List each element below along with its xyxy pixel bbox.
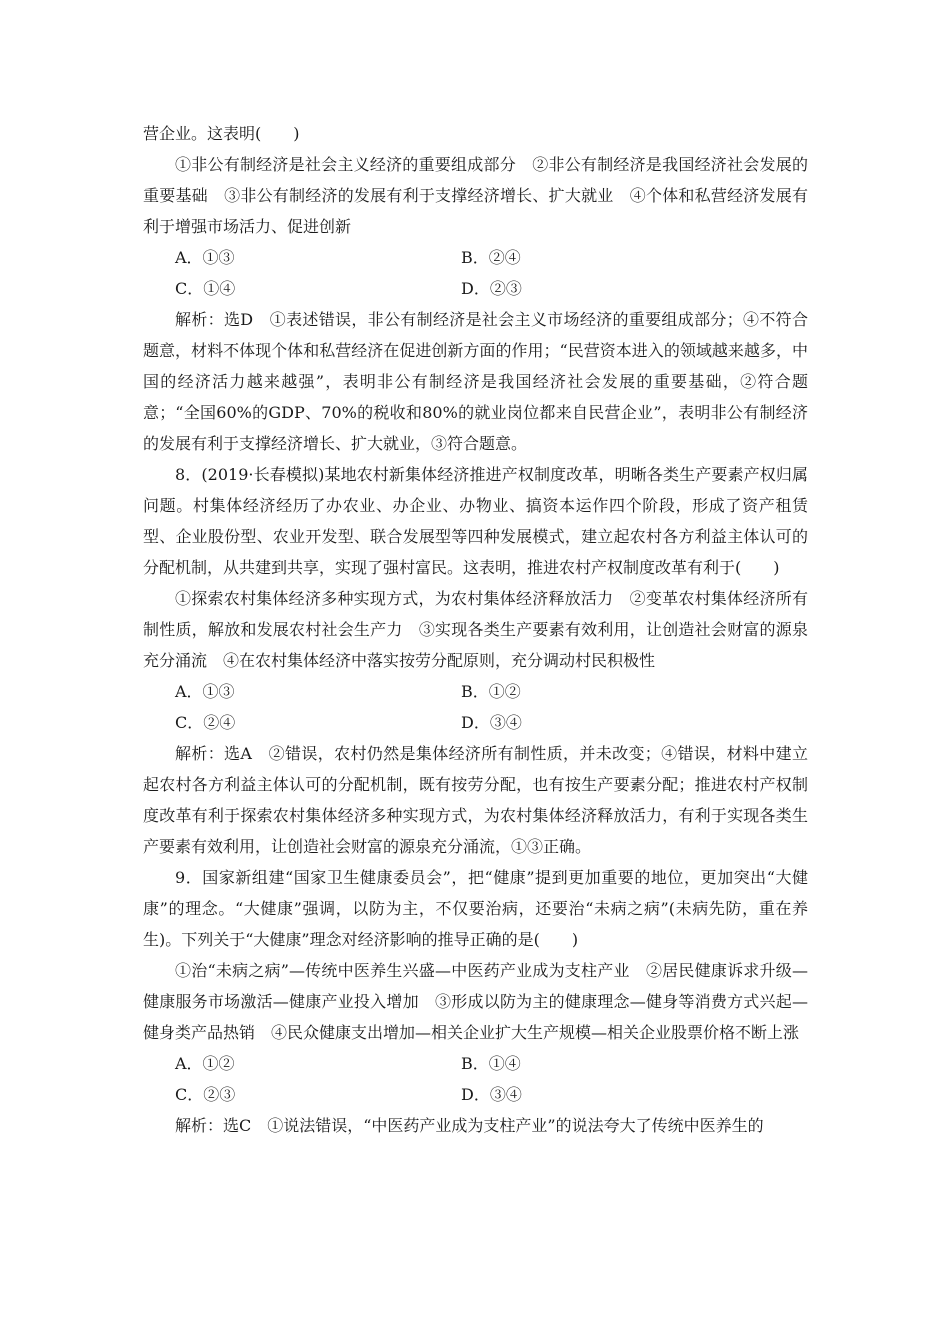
q7-option-d: D．②③ (461, 279, 522, 298)
q7-option-c: C．①④ (175, 279, 236, 298)
q9-option-d: D．③④ (461, 1085, 522, 1104)
q9-option-a: A．①② (175, 1054, 235, 1073)
q9-options-row-1 (143, 1048, 808, 1079)
q8-option-a: A．①③ (175, 682, 235, 701)
q8-option-d: D．③④ (461, 713, 522, 732)
q7-option-b: B．②④ (461, 248, 521, 267)
q7-statements: ①非公有制经济是社会主义经济的重要组成部分 ②非公有制经济是我国经济社会发展的重要基础 ③非公有制经济的发展有利于支撑经济增长、扩大就业 ④个体和私营经济发展有利于增强市场活力、促进创新 (143, 155, 808, 236)
q9-stem: 9．国家新组建“国家卫生健康委员会”，把“健康”提到更加重要的地位，更加突出“大健康”的理念。“大健康”强调，以防为主，不仅要治病，还要治“未病之病”(未病先防，重在养生)。下列关于“大健康”理念对经济影响的推导正确的是( ) (143, 868, 808, 949)
q7-analysis: 解析：选D ①表述错误，非公有制经济是社会主义市场经济的重要组成部分；④不符合题意，材料不体现个体和私营经济在促进创新方面的作用；“民营资本进入的领域越来越多，中国的经济活力越来越强”，表明非公有制经济是我国经济社会发展的重要基础，②符合题意；“全国60%的GDP、70%的税收和80%的就业岗位都来自民营企业”，表明非公有制经济的发展有利于支撑经济增长、扩大就业，③符合题意。 (143, 310, 808, 453)
q9-option-b: B．①④ (461, 1054, 521, 1073)
q7-options-row-1 (143, 242, 808, 273)
q9-statements: ①治“未病之病”—传统中医养生兴盛—中医药产业成为支柱产业 ②居民健康诉求升级—健康服务市场激活—健康产业投入增加 ③形成以防为主的健康理念—健身等消费方式兴起—健身类产品热销 ④民众健康支出增加—相关企业扩大生产规模—相关企业股票价格不断上涨 (143, 961, 808, 1042)
q9-options-row-2 (143, 1079, 808, 1110)
q8-options-row-2 (143, 707, 808, 738)
q8-options-row-1 (143, 676, 808, 707)
q7-option-a: A．①③ (175, 248, 235, 267)
q8-stem: 8．(2019·长春模拟)某地农村新集体经济推进产权制度改革，明晰各类生产要素产权归属问题。村集体经济经历了办农业、办企业、办物业、搞资本运作四个阶段，形成了资产租赁型、企业股份型、农业开发型、联合发展型等四种发展模式，建立起农村各方利益主体认可的分配机制，从共建到共享，实现了强村富民。这表明，推进农村产权制度改革有利于( ) (143, 465, 808, 577)
q8-analysis: 解析：选A ②错误，农村仍然是集体经济所有制性质，并未改变；④错误，材料中建立起农村各方利益主体认可的分配机制，既有按劳分配，也有按生产要素分配；推进农村产权制度改革有利于探索农村集体经济多种实现方式，为农村集体经济释放活力，有利于实现各类生产要素有效利用，让创造社会财富的源泉充分涌流，①③正确。 (143, 744, 808, 856)
q7-stem-tail: 营企业。这表明( ) (143, 124, 300, 143)
q8-option-b: B．①② (461, 682, 521, 701)
q7-options-row-2 (143, 273, 808, 304)
q9-analysis: 解析：选C ①说法错误，“中医药产业成为支柱产业”的说法夸大了传统中医养生的 (175, 1116, 764, 1135)
q8-statements: ①探索农村集体经济多种实现方式，为农村集体经济释放活力 ②变革农村集体经济所有制性质，解放和发展农村社会生产力 ③实现各类生产要素有效利用，让创造社会财富的源泉充分涌流 ④在农村集体经济中落实按劳分配原则，充分调动村民积极性 (143, 589, 808, 670)
q8-option-c: C．②④ (175, 713, 236, 732)
document-page (143, 118, 808, 1141)
q9-option-c: C．②③ (175, 1085, 236, 1104)
